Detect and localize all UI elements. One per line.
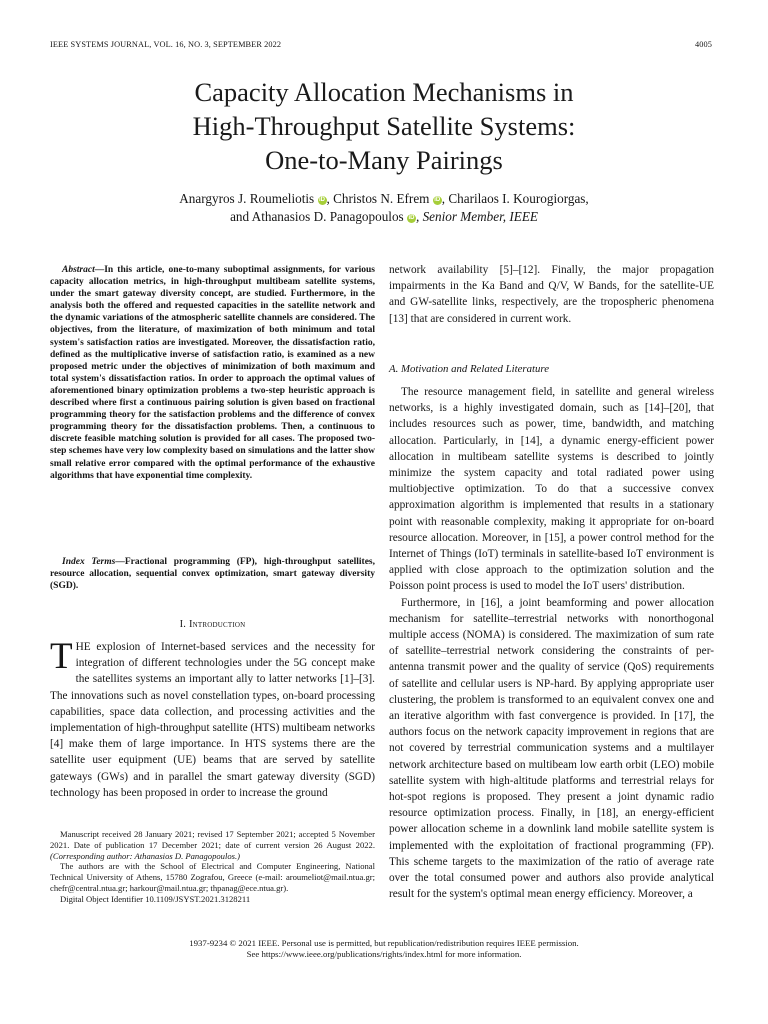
introduction-paragraph (50, 636, 375, 801)
footnote-manuscript (50, 829, 375, 861)
subsection-body (389, 384, 714, 903)
copyright-line-1: 1937-9234 © 2021 IEEE. Personal use is permitted, but republication/redistribution requires IEEE permission. (189, 938, 579, 948)
paper-title (84, 75, 684, 177)
index-terms-text: Fractional programming (FP), high-throughput satellites, resource allocation, sequential convex optimization, smart gateway diversity (SGD). (50, 557, 375, 592)
author-3: , Charilaos I. Kourogiorgas, (441, 191, 589, 206)
corresponding-author: (Corresponding author: Athanasios D. Panagopoulos.) (50, 850, 241, 861)
right-column-opening-paragraph: network availability [5]–[12]. Finally, the major propagation impairments in the Ka Band and Q/V, W Bands, for the satellite-UE and GW-satellite links, respectively, are the tropospheric phenomena [13] that are considered in current work. (389, 264, 714, 325)
title-line-1: Capacity Allocation Mechanisms in (194, 77, 574, 107)
author-1: Anargyros J. Roumeliotis (179, 191, 315, 206)
footnote-dates: Manuscript received 28 January 2021; revised 17 September 2021; accepted 5 November 2021. Date of publication 17 December 2021; date of current version 26 August 2022. (50, 829, 375, 850)
section-title: Introduction (188, 619, 246, 630)
subsection-heading-motivation: A. Motivation and Related Literature (389, 363, 550, 375)
section-heading-introduction (50, 619, 375, 630)
abstract (50, 264, 375, 482)
author-suffix: , Senior Member, IEEE (415, 209, 538, 224)
author-4: and Athanasios D. Panagopoulos (230, 209, 404, 224)
orcid-icon[interactable]: iD (408, 215, 415, 221)
copyright-notice (100, 938, 668, 960)
abstract-text: In this article, one-to-many suboptimal assignments, for various capacity allocation metrics, in high-throughput multibeam satellite systems, under the smart gateway diversity concept, are studied. Furthermore, in the analysis both the offered and requested capacities in the satellite network and the dynamic variations of the atmospheric satellite channels are considered. The objectives, from the literature, of maximization of both minimum and total system's satisfaction ratios are investigated. Moreover, the dissatisfaction ratio, defined as the multiplicative inverse of satisfaction ratio, is examined as a new proposed metric under the objectives of minimization of both maximum and total system's dissatisfaction ratios. In order to approach the optimal values of aforementioned binary optimization problems a two-step heuristic approach is described where first a continuous pairing solution is given based on fractional programming theory for the satisfaction problems and the difference of convex programming theory for the dissatisfaction problems. Then, a continuous to discrete feasible matching solution is provided for all cases. The proposed two-step schemes have very low complexity based on simulations and the latter show small relative error compared with the optimal performance of the exhaustive algorithms that have exponential time complexity. (50, 265, 375, 481)
index-terms-label: Index Terms— (62, 557, 125, 567)
running-head (50, 40, 712, 49)
title-line-2: High-Throughput Satellite Systems: (192, 111, 576, 141)
paragraph: Furthermore, in [16], a joint beamforming and power allocation mechanism for satellite–terrestrial networks with nonorthogonal multiple access (NOMA) is considered. The maximization of sum rate of satellite–terrestrial network considering the constraints of per-antenna transmit power and the quality of service (QoS) requirements of satellite and cellular users is NP-hard. By applying appropriate user clustering, the problem is transformed to an equivalent convex one and an iterative algorithm with fast convergence is provided. In [17], the authors focus on the network capacity improvement in regions that are not covered by terrestrial communication systems and a multilayer network architecture based on multibeam low earth orbit (LEO) mobile satellite system with high-altitude platforms and terrestrial relays for hot-spot regions is proposed. They present a joint dynamic radio resource optimization process. Finally, in [18], an energy-efficient power allocation scheme in a downlink land mobile satellite system is implemented with the exploitation of fractional programming (FP). This scheme targets to the maximization of the ratio of average rate over the total consumed power and authors also provide analytical result for the system's optimal mean energy efficiency. Moreover, a (389, 596, 714, 901)
author-line-2 (84, 208, 684, 226)
author-list (84, 190, 684, 226)
section-number: I. (179, 619, 187, 630)
footnote-affiliation: The authors are with the School of Electrical and Computer Engineering, National Technical University of Athens, 15780 Zografou, Greece (e-mail: aroumeliot@mail.ntua.gr; chefr@central.ntua.gr; harkour@mail.ntua.gr; thpanag@ece.ntua.gr). (50, 861, 375, 893)
author-2: , Christos N. Efrem (326, 191, 430, 206)
paragraph: The resource management field, in satellite and general wireless networks, is a highly investigated domain, such as [14]–[20], that includes resources such as power, time, bandwidth, and matching allocation. Particularly, in [14], a dynamic energy-efficient power allocation in multibeam satellite systems is described to jointly minimize the system capacity and total radiated power using multiobjective optimization. To do that a successive convex approximation algorithm is implemented that results in a stationary point with reasonable complexity, making it appropriate for on-board resource allocation. Moreover, in [15], a power control method for the Internet of Things (IoT) terminals in satellite-based IoT environment is applied with close approach to the optimization solution and the Poisson point process is used to model the IoT users' distribution. (389, 386, 714, 593)
orcid-icon[interactable]: iD (434, 197, 441, 203)
orcid-icon[interactable]: iD (319, 197, 325, 203)
footnote-doi[interactable]: Digital Object Identifier 10.1109/JSYST.2021.3128211 (60, 893, 251, 904)
title-line-3: One-to-Many Pairings (265, 145, 503, 175)
abstract-label: Abstract— (62, 265, 105, 275)
author-line-1 (84, 190, 684, 208)
page-number: 4005 (695, 40, 712, 49)
journal-info: IEEE SYSTEMS JOURNAL, VOL. 16, NO. 3, SEPTEMBER 2022 (50, 40, 282, 49)
drop-cap: T (50, 636, 73, 677)
index-terms (50, 556, 375, 592)
introduction-text: HE explosion of Internet-based services and the necessity for integration of different technologies under the 5G concept make the satellites systems an important ally to latter networks [1]–[3]. The innovations such as novel constellation types, on-board processing capabilities, space data collection, and processing activities and the implementation of high-throughput satellite (HTS) multibeam networks [4] make them of large importance. In HTS systems there are the satellite user equipment (UE) beams that are served by satellite gateways (GWs) and in parallel the smart gateway diversity (SGD) technology has been proposed in order to increase the ground (50, 641, 375, 799)
footnote (50, 829, 375, 905)
copyright-line-2[interactable]: See https://www.ieee.org/publications/rights/index.html for more information. (246, 949, 522, 959)
